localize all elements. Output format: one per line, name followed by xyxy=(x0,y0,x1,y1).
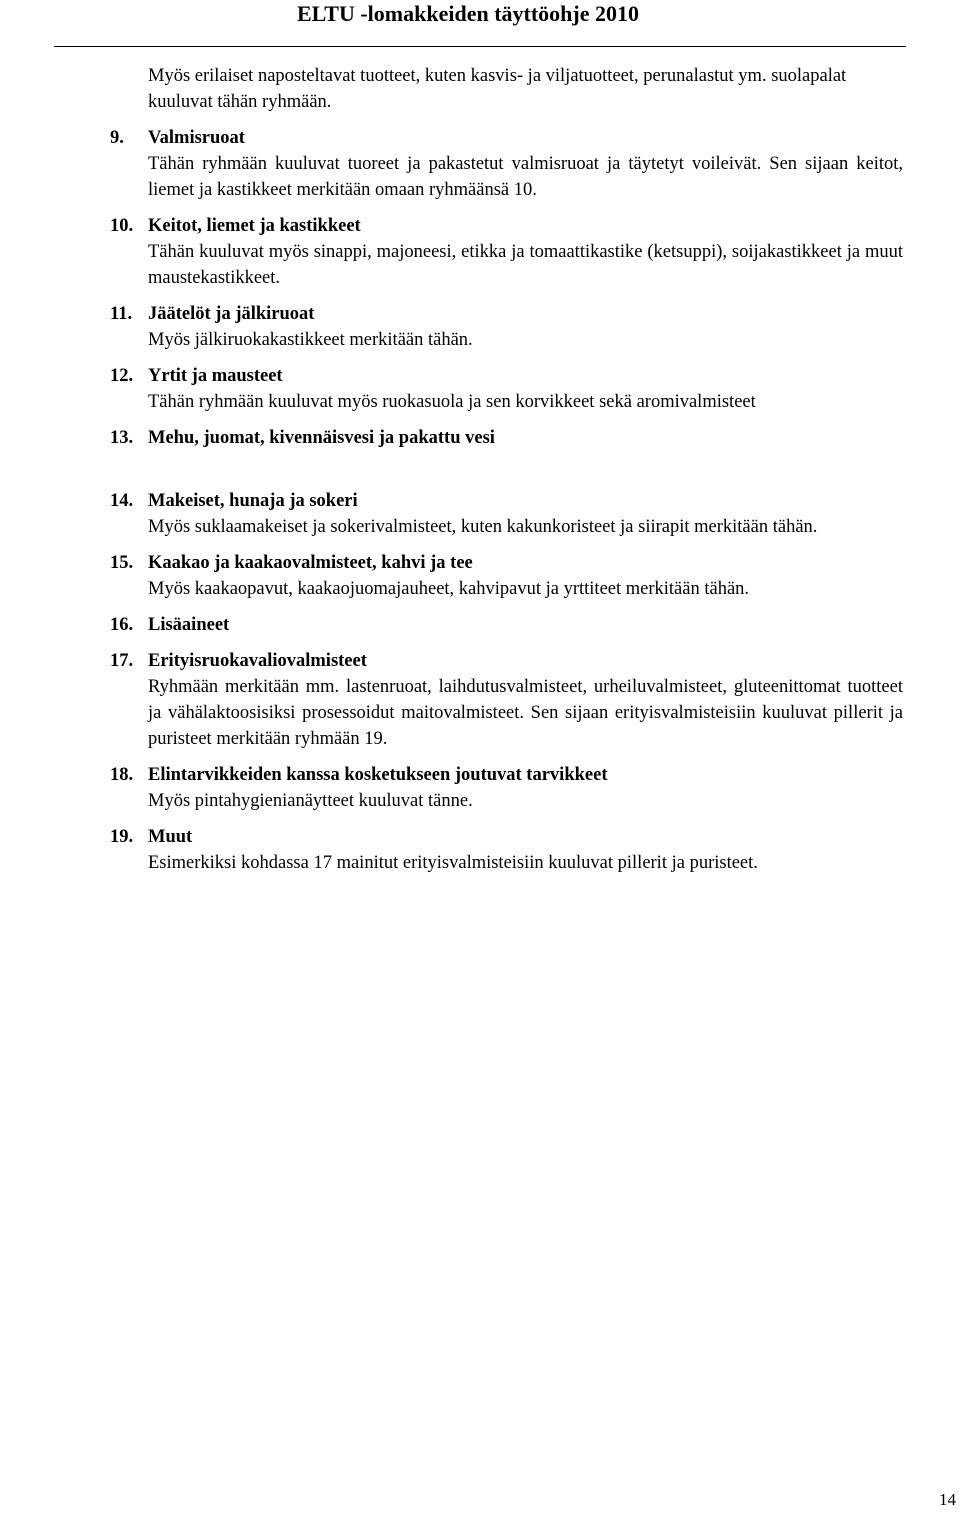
list-item xyxy=(0,363,960,415)
list-item xyxy=(0,125,960,203)
item-heading: Elintarvikkeiden kanssa kosketukseen joutuvat tarvikkeet xyxy=(148,765,608,785)
item-heading: Makeiset, hunaja ja sokeri xyxy=(148,491,358,511)
list-item xyxy=(0,648,960,752)
item-number: 12. xyxy=(110,366,134,386)
page-header xyxy=(0,0,960,40)
page-number: 14 xyxy=(939,1490,956,1509)
list-item xyxy=(0,213,960,291)
item-number: 16. xyxy=(110,615,134,635)
item-heading: Lisäaineet xyxy=(148,615,230,635)
item-description: Esimerkiksi kohdassa 17 mainitut erityisvalmisteisiin kuuluvat pillerit ja puristeet. xyxy=(148,853,758,873)
list-item xyxy=(0,550,960,602)
list-item xyxy=(0,824,960,876)
item-number: 19. xyxy=(110,827,134,847)
item-description: Myös pintahygienianäytteet kuuluvat tänne. xyxy=(148,791,473,811)
item-heading: Kaakao ja kaakaovalmisteet, kahvi ja tee xyxy=(148,553,473,573)
item-number: 11. xyxy=(110,304,133,324)
item-description: Myös suklaamakeiset ja sokerivalmisteet, kuten kakunkoristeet ja siirapit merkitään tähän. xyxy=(148,517,818,537)
item-number: 13. xyxy=(110,428,134,448)
item-description: Tähän ryhmään kuuluvat myös ruokasuola ja sen korvikkeet sekä aromivalmisteet xyxy=(148,392,756,412)
document-body xyxy=(0,63,960,886)
item-heading: Mehu, juomat, kivennäisvesi ja pakattu vesi xyxy=(148,428,495,448)
header-divider xyxy=(54,46,906,47)
item-description: Myös jälkiruokakastikkeet merkitään tähän. xyxy=(148,330,473,350)
list-item xyxy=(0,488,960,540)
list-item xyxy=(0,612,960,638)
list-item xyxy=(0,425,960,451)
intro-paragraph: Myös erilaiset naposteltavat tuotteet, kuten kasvis- ja viljatuotteet, perunalastut ym. suolapalat kuuluvat tähän ryhmään. xyxy=(148,66,847,112)
item-number: 18. xyxy=(110,765,134,785)
list-item xyxy=(0,762,960,814)
item-description: Ryhmään merkitään mm. lastenruoat, laihdutusvalmisteet, urheiluvalmisteet, gluteenittomat tuotteet ja vähälaktoosisiksi prosessoidut maitovalmisteet. Sen sijaan erityisvalmisteisiin kuuluvat pillerit ja puristeet merkitään ryhmään 19. xyxy=(148,677,903,749)
item-heading: Jäätelöt ja jälkiruoat xyxy=(148,304,315,324)
item-description: Myös kaakaopavut, kaakaojuomajauheet, kahvipavut ja yrttiteet merkitään tähän. xyxy=(148,579,750,599)
item-number: 14. xyxy=(110,491,134,511)
list-item xyxy=(0,301,960,353)
item-number: 15. xyxy=(110,553,134,573)
item-description: Tähän ryhmään kuuluvat tuoreet ja pakastetut valmisruoat ja täytetyt voileivät. Sen sijaan keitot, liemet ja kastikkeet merkitään omaan ryhmäänsä 10. xyxy=(148,154,903,200)
item-heading: Erityisruokavaliovalmisteet xyxy=(148,651,367,671)
item-heading: Keitot, liemet ja kastikkeet xyxy=(148,216,361,236)
document-title: ELTU -lomakkeiden täyttöohje 2010 xyxy=(296,1,639,26)
item-heading: Valmisruoat xyxy=(148,128,245,148)
item-number: 17. xyxy=(110,651,134,671)
item-number: 10. xyxy=(110,216,134,236)
item-description: Tähän kuuluvat myös sinappi, majoneesi, etikka ja tomaattikastike (ketsuppi), soijakastikkeet ja muut maustekastikkeet. xyxy=(148,242,903,288)
item-number: 9. xyxy=(110,128,124,148)
item-heading: Yrtit ja mausteet xyxy=(148,366,283,386)
item-heading: Muut xyxy=(148,827,193,847)
